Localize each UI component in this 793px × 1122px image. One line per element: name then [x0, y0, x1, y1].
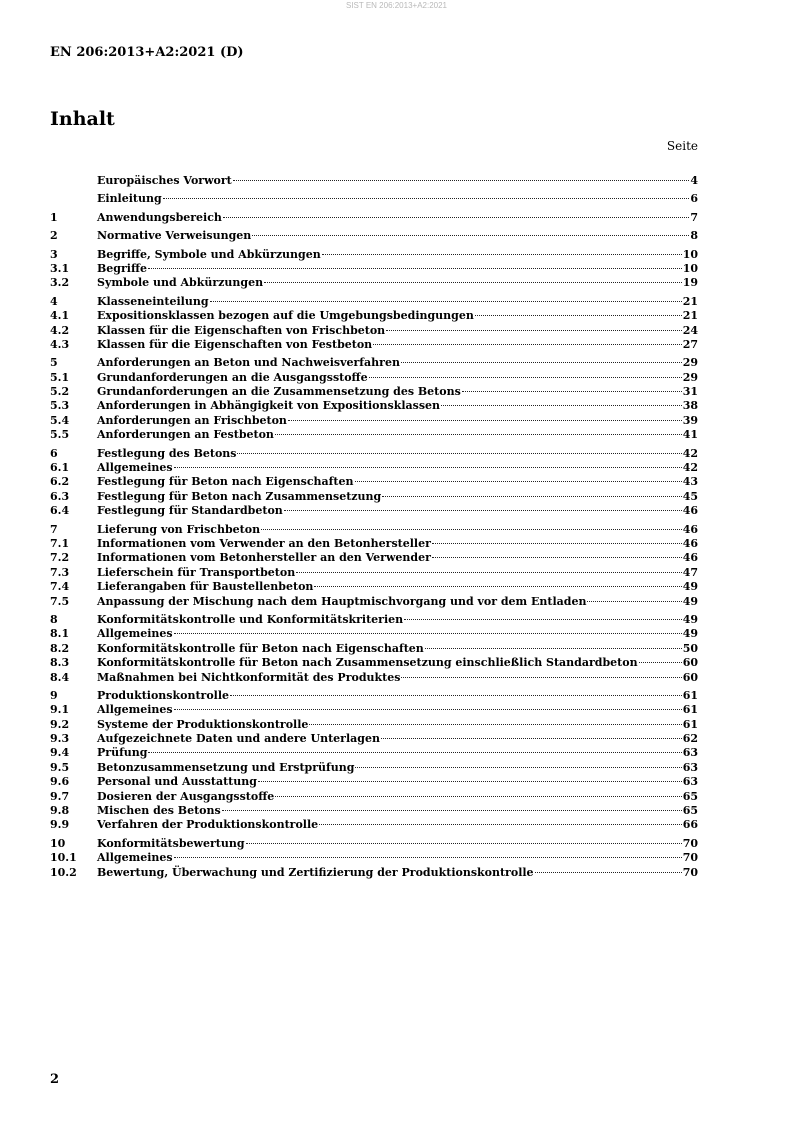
toc-entry-number: 10.1 [50, 851, 77, 865]
toc-entry-page: 62 [682, 732, 698, 746]
toc-dot-leader [174, 467, 682, 468]
toc-dot-leader [258, 781, 682, 782]
toc-dot-leader [432, 543, 682, 544]
toc-dot-leader [373, 344, 682, 345]
toc-dot-leader [296, 572, 681, 573]
toc-entry-number: 6.3 [50, 489, 70, 503]
toc-entry-title: Festlegung des Betons [97, 446, 237, 460]
toc-entry-page: 7 [690, 210, 698, 224]
toc-dot-leader [246, 843, 682, 844]
toc-entry-title: Lieferung von Frischbeton [97, 522, 261, 536]
toc-dot-leader [462, 391, 682, 392]
toc-entry-number: 9.3 [50, 732, 70, 746]
page-number: 2 [50, 1072, 60, 1087]
toc-dot-leader [639, 662, 682, 663]
toc-dot-leader [174, 633, 682, 634]
toc-entry[interactable] [50, 324, 698, 338]
toc-entry[interactable] [50, 447, 698, 461]
toc-entry-title: Anforderungen an Beton und Nachweisverfahren [97, 356, 400, 370]
toc-dot-leader [309, 724, 681, 725]
toc-entry-title: Lieferschein für Transportbeton [97, 565, 296, 579]
toc-entry-page: 61 [682, 717, 698, 731]
toc-entry-number: 3.2 [50, 276, 70, 290]
toc-entry-page: 63 [682, 746, 698, 760]
toc-section-group [50, 211, 698, 225]
toc-entry[interactable] [50, 595, 698, 609]
toc-entry[interactable] [50, 414, 698, 428]
toc-entry[interactable] [50, 295, 698, 309]
toc-entry-number: 5.1 [50, 370, 70, 384]
toc-entry-page: 6 [690, 192, 698, 206]
toc-entry[interactable] [50, 211, 698, 225]
toc-entry-number: 7 [50, 522, 58, 536]
toc-entry-page: 70 [682, 865, 698, 879]
toc-section-group [50, 837, 698, 880]
toc-entry[interactable] [50, 627, 698, 641]
toc-entry-page: 46 [682, 536, 698, 550]
toc-entry-page: 60 [682, 670, 698, 684]
toc-entry-title: Anforderungen an Frischbeton [97, 413, 287, 427]
toc-entry[interactable] [50, 613, 698, 627]
toc-entry[interactable] [50, 566, 698, 580]
toc-entry-title: Klassen für die Eigenschaften von Festbeton [97, 337, 373, 351]
toc-entry[interactable] [50, 689, 698, 703]
toc-entry-page: 39 [682, 413, 698, 427]
toc-dot-leader [401, 362, 682, 363]
toc-entry-number: 1 [50, 210, 58, 224]
toc-entry-number: 9.2 [50, 717, 70, 731]
toc-entry[interactable] [50, 642, 698, 656]
toc-dot-leader [382, 496, 681, 497]
toc-entry[interactable] [50, 818, 698, 832]
toc-entry-number: 9.5 [50, 760, 70, 774]
toc-dot-leader [148, 752, 681, 753]
toc-entry-number: 9.8 [50, 804, 70, 818]
toc-entry-title: Einleitung [97, 192, 162, 206]
toc-dot-leader [252, 235, 689, 236]
toc-dot-leader [425, 648, 682, 649]
toc-entry[interactable] [50, 837, 698, 851]
toc-entry[interactable] [50, 732, 698, 746]
toc-entry-number: 3 [50, 247, 58, 261]
toc-entry-number: 7.4 [50, 580, 70, 594]
toc-entry-number: 4.1 [50, 309, 70, 323]
toc-entry-number: 8.2 [50, 641, 70, 655]
toc-dot-leader [264, 282, 682, 283]
toc-entry[interactable] [50, 804, 698, 818]
toc-dot-leader [355, 767, 681, 768]
toc-entry-number: 5 [50, 356, 58, 370]
toc-entry-title: Systeme der Produktionskontrolle [97, 717, 309, 731]
toc-entry-page: 21 [682, 294, 698, 308]
toc-entry[interactable] [50, 671, 698, 685]
toc-entry-page: 50 [682, 641, 698, 655]
toc-dot-leader [230, 695, 682, 696]
toc-entry-number: 10 [50, 836, 66, 850]
toc-entry-page: 42 [682, 446, 698, 460]
toc-entry[interactable] [50, 248, 698, 262]
toc-dot-leader [401, 677, 681, 678]
toc-entry-title: Allgemeines [97, 461, 173, 475]
toc-entry-page: 60 [682, 656, 698, 670]
toc-entry-number: 5.4 [50, 413, 70, 427]
toc-entry[interactable] [50, 580, 698, 594]
toc-dot-leader [163, 198, 690, 199]
toc-entry[interactable] [50, 718, 698, 732]
toc-dot-leader [174, 857, 682, 858]
toc-entry-title: Symbole und Abkürzungen [97, 276, 264, 290]
toc-entry[interactable] [50, 537, 698, 551]
toc-entry-page: 27 [682, 337, 698, 351]
toc-entry-title: Grundanforderungen an die Ausgangsstoffe [97, 370, 368, 384]
toc-entry-page: 70 [682, 851, 698, 865]
toc-section-group [50, 613, 698, 685]
toc-entry-title: Bewertung, Überwachung und Zertifizierung der Produktionskontrolle [97, 865, 534, 879]
toc-entry-number: 4.3 [50, 337, 70, 351]
toc-entry[interactable] [50, 385, 698, 399]
toc-entry-number: 9.9 [50, 818, 70, 832]
toc-section-group [50, 248, 698, 291]
toc-entry-number: 4 [50, 294, 58, 308]
toc-entry-page: 46 [682, 551, 698, 565]
toc-entry[interactable] [50, 461, 698, 475]
toc-entry-title: Personal und Ausstattung [97, 775, 257, 789]
toc-entry-page: 65 [682, 804, 698, 818]
toc-entry-page: 42 [682, 461, 698, 475]
toc-entry[interactable] [50, 790, 698, 804]
toc-dot-leader [369, 377, 682, 378]
toc-dot-leader [174, 709, 682, 710]
toc-entry-page: 41 [682, 428, 698, 442]
toc-entry-number: 7.1 [50, 536, 70, 550]
toc-dot-leader [222, 810, 682, 811]
toc-entry-title: Expositionsklassen bezogen auf die Umgebungsbedingungen [97, 309, 474, 323]
toc-section-group [50, 174, 698, 188]
toc-dot-leader [319, 824, 682, 825]
toc-entry-number: 3.1 [50, 261, 70, 275]
toc-entry[interactable] [50, 262, 698, 276]
toc-entry-title: Informationen vom Betonhersteller an den Verwender [97, 551, 431, 565]
toc-entry-title: Dosieren der Ausgangsstoffe [97, 789, 275, 803]
toc-entry-page: 61 [682, 703, 698, 717]
toc-dot-leader [210, 301, 682, 302]
toc-entry[interactable] [50, 504, 698, 518]
watermark: SIST EN 206:2013+A2:2021 [345, 1, 448, 10]
toc-entry-title: Verfahren der Produktionskontrolle [97, 818, 319, 832]
toc-entry[interactable] [50, 551, 698, 565]
toc-entry-page: 65 [682, 789, 698, 803]
toc-entry-number: 5.5 [50, 428, 70, 442]
toc-entry-page: 24 [682, 323, 698, 337]
toc-entry[interactable] [50, 371, 698, 385]
toc-entry-title: Klasseneinteilung [97, 294, 209, 308]
toc-entry-page: 49 [682, 594, 698, 608]
toc-dot-leader [355, 481, 682, 482]
toc-heading: Inhalt [50, 108, 115, 130]
toc-entry-title: Mischen des Betons [97, 804, 221, 818]
toc-entry-title: Konformitätskontrolle für Beton nach Eigenschaften [97, 641, 424, 655]
toc-section-group [50, 689, 698, 833]
toc-entry-number: 7.5 [50, 594, 70, 608]
toc-entry-title: Anforderungen an Festbeton [97, 428, 274, 442]
toc-entry[interactable] [50, 866, 698, 880]
toc-entry-title: Aufgezeichnete Daten und andere Unterlagen [97, 732, 380, 746]
toc-entry[interactable] [50, 192, 698, 206]
toc-dot-leader [275, 796, 681, 797]
toc-entry-page: 46 [682, 522, 698, 536]
toc-entry-number: 8.4 [50, 670, 70, 684]
toc-entry[interactable] [50, 174, 698, 188]
toc-section-group [50, 447, 698, 519]
toc-entry[interactable] [50, 475, 698, 489]
toc-entry-page: 46 [682, 504, 698, 518]
toc-entry-number: 7.2 [50, 551, 70, 565]
toc-entry[interactable] [50, 338, 698, 352]
toc-entry-number: 9.1 [50, 703, 70, 717]
toc-entry[interactable] [50, 746, 698, 760]
toc-entry-page: 47 [682, 565, 698, 579]
toc-entry-number: 8 [50, 612, 58, 626]
toc-entry-number: 8.1 [50, 627, 70, 641]
toc-entry-page: 63 [682, 760, 698, 774]
toc-entry[interactable] [50, 399, 698, 413]
toc-entry[interactable] [50, 656, 698, 670]
toc-entry[interactable] [50, 229, 698, 243]
toc-entry-title: Konformitätskontrolle und Konformitätskriterien [97, 612, 404, 626]
toc-entry[interactable] [50, 703, 698, 717]
toc-entry[interactable] [50, 761, 698, 775]
toc-section-group [50, 192, 698, 206]
toc-dot-leader [535, 872, 682, 873]
toc-entry-title: Europäisches Vorwort [97, 174, 232, 187]
toc-entry-page: 10 [682, 261, 698, 275]
toc-dot-leader [237, 453, 681, 454]
document-id: EN 206:2013+A2:2021 (D) [50, 45, 244, 60]
toc-dot-leader [275, 434, 682, 435]
toc-dot-leader [475, 315, 682, 316]
toc-entry-page: 70 [682, 836, 698, 850]
toc-entry-number: 7.3 [50, 565, 70, 579]
toc-entry-title: Normative Verweisungen [97, 229, 252, 243]
toc-entry-number: 9.7 [50, 789, 70, 803]
toc-entry-number: 6.2 [50, 475, 70, 489]
toc-entry-page: 4 [690, 174, 698, 187]
toc-section-group [50, 229, 698, 243]
toc-entry-number: 4.2 [50, 323, 70, 337]
toc-dot-leader [148, 268, 682, 269]
toc-entry-number: 5.3 [50, 399, 70, 413]
toc-entry-title: Konformitätsbewertung [97, 836, 245, 850]
toc-entry-title: Allgemeines [97, 627, 173, 641]
toc-dot-leader [441, 405, 682, 406]
toc-entry-page: 10 [682, 247, 698, 261]
toc-entry-number: 2 [50, 229, 58, 243]
toc-entry-page: 21 [682, 309, 698, 323]
toc-entry-title: Allgemeines [97, 703, 173, 717]
toc-dot-leader [288, 420, 682, 421]
toc-entry-title: Allgemeines [97, 851, 173, 865]
toc-entry-page: 49 [682, 627, 698, 641]
toc-entry-number: 6 [50, 446, 58, 460]
toc-entry-title: Betonzusammensetzung und Erstprüfung [97, 760, 355, 774]
toc-entry-title: Prüfung [97, 746, 148, 760]
page-column-label: Seite [666, 139, 698, 153]
toc-dot-leader [322, 254, 682, 255]
toc-entry-title: Begriffe [97, 261, 147, 275]
toc-entry-title: Festlegung für Standardbeton [97, 504, 283, 518]
toc-entry[interactable] [50, 523, 698, 537]
table-of-contents [50, 174, 698, 884]
toc-entry-number: 9 [50, 688, 58, 702]
toc-entry-number: 6.1 [50, 461, 70, 475]
toc-entry-title: Maßnahmen bei Nichtkonformität des Produktes [97, 670, 401, 684]
toc-entry[interactable] [50, 851, 698, 865]
toc-entry-number: 9.4 [50, 746, 70, 760]
toc-entry-title: Konformitätskontrolle für Beton nach Zusammensetzung einschließlich Standardbeton [97, 656, 638, 670]
toc-entry[interactable] [50, 490, 698, 504]
toc-entry-page: 43 [682, 475, 698, 489]
toc-entry[interactable] [50, 276, 698, 290]
toc-entry-title: Lieferangaben für Baustellenbeton [97, 580, 314, 594]
toc-dot-leader [432, 557, 682, 558]
toc-dot-leader [587, 601, 681, 602]
toc-section-group [50, 356, 698, 442]
toc-entry-title: Produktionskontrolle [97, 688, 230, 702]
toc-entry-number: 10.2 [50, 865, 77, 879]
toc-entry-page: 29 [682, 370, 698, 384]
toc-section-group [50, 523, 698, 609]
toc-entry-page: 29 [682, 356, 698, 370]
toc-entry[interactable] [50, 775, 698, 789]
toc-entry-title: Festlegung für Beton nach Zusammensetzung [97, 489, 382, 503]
toc-entry-page: 49 [682, 612, 698, 626]
toc-entry-title: Klassen für die Eigenschaften von Frischbeton [97, 323, 386, 337]
toc-dot-leader [314, 586, 681, 587]
toc-entry-page: 49 [682, 580, 698, 594]
toc-dot-leader [386, 330, 682, 331]
toc-entry-page: 66 [682, 818, 698, 832]
toc-entry[interactable] [50, 309, 698, 323]
toc-entry-page: 61 [682, 688, 698, 702]
toc-entry[interactable] [50, 356, 698, 370]
toc-entry[interactable] [50, 428, 698, 442]
toc-entry-number: 5.2 [50, 385, 70, 399]
toc-entry-title: Begriffe, Symbole und Abkürzungen [97, 247, 321, 261]
toc-dot-leader [261, 529, 682, 530]
toc-entry-page: 31 [682, 385, 698, 399]
toc-entry-number: 6.4 [50, 504, 70, 518]
toc-entry-title: Festlegung für Beton nach Eigenschaften [97, 475, 354, 489]
toc-entry-page: 45 [682, 489, 698, 503]
toc-dot-leader [223, 217, 689, 218]
toc-section-group [50, 295, 698, 353]
toc-entry-page: 19 [682, 276, 698, 290]
toc-entry-title: Grundanforderungen an die Zusammensetzung des Betons [97, 385, 461, 399]
toc-dot-leader [284, 510, 682, 511]
toc-entry-title: Informationen vom Verwender an den Betonhersteller [97, 536, 431, 550]
toc-dot-leader [381, 738, 682, 739]
toc-entry-page: 38 [682, 399, 698, 413]
toc-dot-leader [233, 180, 690, 181]
toc-entry-title: Anforderungen in Abhängigkeit von Expositionsklassen [97, 399, 441, 413]
toc-dot-leader [404, 619, 682, 620]
toc-entry-title: Anwendungsbereich [97, 210, 222, 224]
toc-entry-page: 8 [690, 229, 698, 243]
toc-entry-number: 8.3 [50, 656, 70, 670]
toc-entry-title: Anpassung der Mischung nach dem Hauptmischvorgang und vor dem Entladen [97, 594, 587, 608]
toc-entry-number: 9.6 [50, 775, 70, 789]
toc-entry-page: 63 [682, 775, 698, 789]
